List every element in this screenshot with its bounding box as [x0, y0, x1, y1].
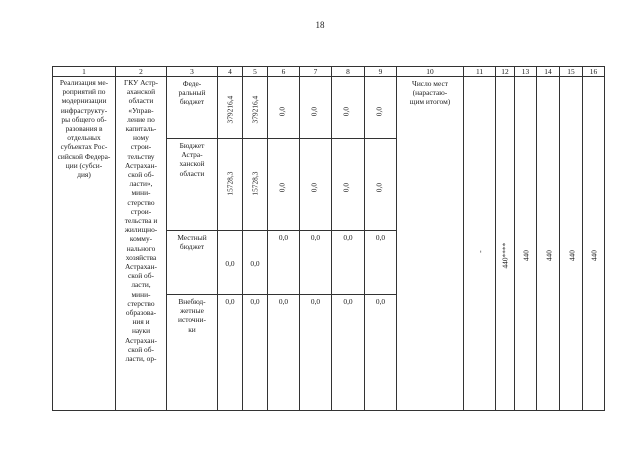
- value-text: 0,0: [341, 106, 351, 117]
- responsible-line: стерство: [127, 298, 155, 308]
- value-cell: [268, 77, 300, 139]
- value-cell: [365, 77, 397, 139]
- value-cell: [243, 77, 268, 139]
- source-line: источни-: [178, 315, 206, 325]
- source-line: Бюджет: [179, 141, 205, 150]
- event-line: инфраструкту-: [60, 105, 108, 115]
- value-cell: 0,0: [243, 295, 268, 411]
- event-line: роприятий по: [62, 87, 106, 97]
- responsible-line: комму-: [129, 234, 153, 244]
- indicator-line: Число мест: [412, 79, 448, 88]
- responsible-line: ской об-: [128, 344, 154, 354]
- value-cell: 0,0: [300, 231, 332, 295]
- responsible-line: ласти,: [131, 280, 151, 290]
- col14-cell: [537, 77, 560, 411]
- source-line: Внебюд-: [178, 297, 206, 306]
- source-line: бюджет: [179, 97, 205, 107]
- value-cell: 0,0: [268, 231, 300, 295]
- value-text: 0,0: [309, 106, 319, 117]
- source-line: Астра-: [181, 150, 203, 160]
- header-cell: 13: [515, 67, 537, 77]
- source-line: ки: [188, 324, 196, 334]
- responsible-line: Астрахан-: [124, 262, 158, 272]
- responsible-line: ния и: [132, 317, 150, 327]
- source-line: бюджет: [179, 242, 205, 252]
- col11-value: -: [475, 250, 485, 253]
- header-cell: 1: [53, 67, 116, 77]
- header-cell: 2: [116, 67, 167, 77]
- responsible-line: мини-: [131, 188, 151, 198]
- header-cell: 16: [583, 67, 605, 77]
- value-cell: 0,0: [365, 231, 397, 295]
- indicator-line: щим итогом): [409, 97, 451, 107]
- responsible-line: ласти»,: [129, 179, 153, 189]
- col12-cell: [496, 77, 515, 411]
- responsible-line: стерство: [127, 197, 155, 207]
- col13-cell: [515, 77, 537, 411]
- responsible-line: ному: [133, 133, 149, 143]
- responsible-line: строи-: [130, 206, 152, 216]
- header-cell: 4: [218, 67, 243, 77]
- responsible-line: «Управ-: [128, 105, 154, 115]
- responsible-line: ласти, ор-: [125, 354, 157, 364]
- funding-source-cell: [167, 295, 218, 411]
- value-text: 379216,4: [250, 95, 260, 124]
- value-text: 379216,4: [225, 95, 235, 124]
- value-cell: 0,0: [365, 295, 397, 411]
- value-cell: 0,0: [243, 231, 268, 295]
- col16-cell: [583, 77, 605, 411]
- source-line: жетные: [180, 306, 204, 316]
- value-text: 0,0: [341, 182, 351, 193]
- source-line: ральный: [178, 88, 206, 98]
- responsible-line: ской об-: [128, 170, 154, 180]
- responsible-line: Астрахан-: [124, 335, 158, 345]
- event-description-cell: [53, 77, 116, 411]
- header-cell: 3: [167, 67, 218, 77]
- header-cell: 14: [537, 67, 560, 77]
- value-cell: [300, 139, 332, 231]
- header-cell: 7: [300, 67, 332, 77]
- responsible-line: капиталь-: [125, 124, 157, 134]
- header-cell: 12: [496, 67, 515, 77]
- value-cell: [218, 77, 243, 139]
- value-text: 15728,3: [225, 171, 235, 196]
- col15-cell: [560, 77, 583, 411]
- source-line: ханской: [179, 159, 205, 169]
- col12-value: 440****: [500, 242, 510, 269]
- responsible-line: образова-: [125, 308, 157, 318]
- responsible-line: нального: [126, 243, 156, 253]
- responsible-line: области: [128, 96, 154, 106]
- event-line: разования в: [65, 124, 103, 134]
- responsible-line: тельства и: [124, 216, 158, 226]
- responsible-line: хозяйства: [125, 252, 157, 262]
- responsible-line: ской об-: [128, 271, 154, 281]
- value-cell: [332, 139, 365, 231]
- col13-value: 440: [521, 250, 531, 262]
- funding-source-cell: [167, 231, 218, 295]
- value-cell: [268, 139, 300, 231]
- header-cell: 8: [332, 67, 365, 77]
- event-line: дия): [77, 170, 91, 180]
- responsible-line: науки: [131, 326, 151, 336]
- value-cell: 0,0: [332, 231, 365, 295]
- event-line: модернизации: [61, 96, 107, 106]
- header-cell: 5: [243, 67, 268, 77]
- event-line: субъектах Рос-: [60, 142, 108, 152]
- source-line: Местный: [177, 233, 207, 242]
- value-cell: [300, 77, 332, 139]
- table-row: [53, 77, 605, 139]
- value-cell: 0,0: [268, 295, 300, 411]
- header-row: [53, 67, 605, 77]
- header-cell: 9: [365, 67, 397, 77]
- responsible-line: тельству: [127, 151, 155, 161]
- value-text: 0,0: [277, 182, 287, 193]
- value-text: 15728,3: [250, 171, 260, 196]
- responsible-line: ление по: [127, 114, 155, 124]
- budget-table: [52, 66, 605, 411]
- value-text: 0,0: [374, 106, 384, 117]
- responsible-line: ГКУ Астр-: [123, 78, 159, 87]
- col15-value: 440: [567, 250, 577, 262]
- value-cell: [243, 139, 268, 231]
- value-text: 0,0: [277, 106, 287, 117]
- responsible-line: жилищно-: [124, 225, 158, 235]
- funding-source-cell: [167, 139, 218, 231]
- indicator-line: (нарастаю-: [412, 88, 448, 98]
- header-cell: 11: [464, 67, 496, 77]
- page-number: 18: [315, 20, 325, 30]
- value-cell: 0,0: [218, 295, 243, 411]
- value-cell: 0,0: [300, 295, 332, 411]
- event-line: отдельных: [67, 133, 101, 143]
- value-cell: [365, 139, 397, 231]
- event-line: ры общего об-: [61, 114, 107, 124]
- responsible-line: аханской: [126, 87, 156, 97]
- header-cell: 6: [268, 67, 300, 77]
- responsible-line: Астрахан-: [124, 160, 158, 170]
- header-cell: 15: [560, 67, 583, 77]
- source-line: Феде-: [182, 79, 202, 88]
- col14-value: 440: [544, 250, 554, 262]
- value-cell: [218, 139, 243, 231]
- event-line: сийской Федера-: [57, 151, 111, 161]
- event-line: ции (субси-: [65, 160, 103, 170]
- funding-source-cell: [167, 77, 218, 139]
- responsible-line: строи-: [130, 142, 152, 152]
- responsible-cell: [116, 77, 167, 411]
- value-cell: 0,0: [332, 295, 365, 411]
- indicator-cell: [397, 77, 464, 411]
- source-line: области: [179, 168, 205, 178]
- event-line: Реализация ме-: [59, 78, 109, 87]
- value-text: 0,0: [309, 182, 319, 193]
- value-cell: 0,0: [218, 231, 243, 295]
- col11-cell: [464, 77, 496, 411]
- col16-value: 440: [589, 250, 599, 262]
- header-cell: 10: [397, 67, 464, 77]
- value-cell: [332, 77, 365, 139]
- value-text: 0,0: [374, 182, 384, 193]
- responsible-line: мини-: [131, 289, 151, 299]
